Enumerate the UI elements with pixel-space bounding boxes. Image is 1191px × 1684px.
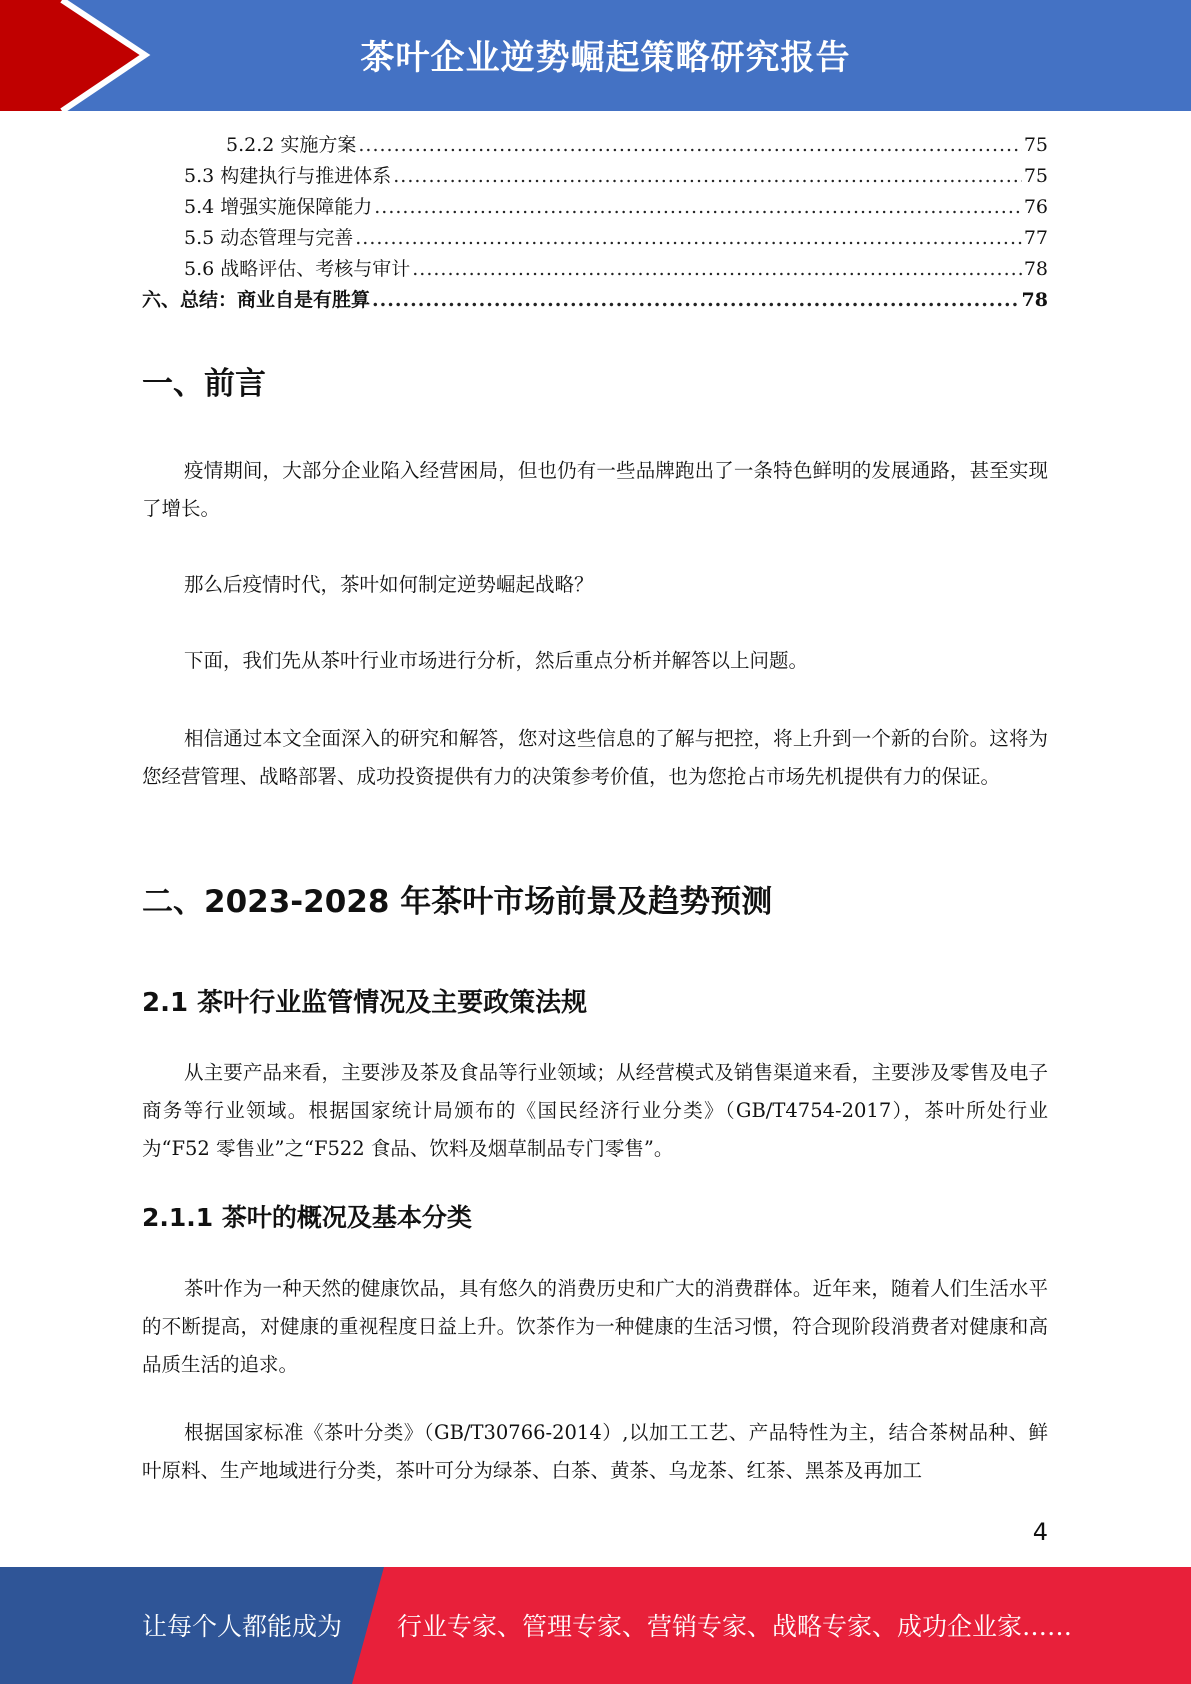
toc-entry[interactable] [142, 285, 1048, 316]
toc-dot-leader [374, 192, 1022, 223]
toc-entry[interactable] [142, 254, 1048, 285]
toc-dot-leader [412, 254, 1022, 285]
forecast-heading: 二、2023-2028 年茶叶市场前景及趋势预测 [142, 884, 773, 920]
toc-entry-page: 78 [1023, 258, 1048, 280]
toc-entry-page: 76 [1023, 196, 1048, 218]
section-2-1-1-paragraph-2: 根据国家标准《茶叶分类》（GB/T30766-2014）,以加工工艺、产品特性为主，结合茶树品种、鲜叶原料、生产地域进行分类，茶叶可分为绿茶、白茶、黄茶、乌龙茶、红茶、黑茶及再加工 [142, 1421, 1048, 1482]
toc-entry-label: 六、总结：商业自是有胜算 [142, 289, 371, 311]
toc-dot-leader [355, 223, 1022, 254]
toc-entry-label: 5.3 构建执行与推进体系 [184, 165, 392, 187]
section-2-1-paragraph: 从主要产品来看，主要涉及茶及食品等行业领域；从经营模式及销售渠道来看，主要涉及零售及电子商务等行业领域。根据国家统计局颁布的《国民经济行业分类》（GB/T4754-2017），茶叶所处行业为“F52 零售业”之“F522 食品、饮料及烟草制品专门零售”。 [142, 1061, 1048, 1160]
footer-slogan-right: 行业专家、管理专家、营销专家、战略专家、成功企业家…… [397, 1612, 1073, 1641]
header-banner [0, 0, 1191, 111]
toc-entry-label: 5.2.2 实施方案 [226, 134, 357, 156]
toc-entry[interactable] [142, 192, 1048, 223]
preface-paragraph-4: 相信通过本文全面深入的研究和解答，您对这些信息的了解与把控，将上升到一个新的台阶。这将为您经营管理、战略部署、成功投资提供有力的决策参考价值，也为您抢占市场先机提供有力的保证。 [142, 727, 1048, 788]
section-2-1-1-paragraph-1: 茶叶作为一种天然的健康饮品，具有悠久的消费历史和广大的消费群体。近年来，随着人们生活水平的不断提高，对健康的重视程度日益上升。饮茶作为一种健康的生活习惯，符合现阶段消费者对健康和高品质生活的追求。 [142, 1277, 1048, 1376]
toc-entry-page: 78 [1021, 289, 1048, 311]
toc-entry-page: 75 [1023, 165, 1048, 187]
section-2-1-1-heading: 2.1.1 茶叶的概况及基本分类 [142, 1203, 472, 1232]
preface-paragraph-3: 下面，我们先从茶叶行业市场进行分析，然后重点分析并解答以上问题。 [184, 649, 809, 672]
toc-entry-page: 75 [1023, 134, 1048, 156]
preface-heading: 一、前言 [142, 366, 266, 402]
toc-dot-leader [358, 130, 1021, 161]
section-2-1-heading: 2.1 茶叶行业监管情况及主要政策法规 [142, 988, 588, 1018]
toc-dot-leader [393, 161, 1022, 192]
footer-banner [0, 1567, 1191, 1684]
toc-entry[interactable] [142, 161, 1048, 192]
report-title: 茶叶企业逆势崛起策略研究报告 [360, 38, 851, 78]
toc-entry-page: 77 [1023, 227, 1048, 249]
preface-paragraph-1: 疫情期间，大部分企业陷入经营困局，但也仍有一些品牌跑出了一条特色鲜明的发展通路，甚至实现了增长。 [142, 459, 1048, 520]
toc-dot-leader [372, 285, 1020, 316]
toc-entry-label: 5.5 动态管理与完善 [184, 227, 354, 249]
toc-entry-label: 5.4 增强实施保障能力 [184, 196, 373, 218]
footer-slogan-left: 让每个人都能成为 [142, 1612, 343, 1641]
toc-entry[interactable] [142, 130, 1048, 161]
page-number: 4 [1032, 1518, 1048, 1546]
preface-paragraph-2: 那么后疫情时代，茶叶如何制定逆势崛起战略？ [184, 573, 594, 596]
table-of-contents [142, 130, 1048, 316]
toc-entry[interactable] [142, 223, 1048, 254]
toc-entry-label: 5.6 战略评估、考核与审计 [184, 258, 411, 280]
